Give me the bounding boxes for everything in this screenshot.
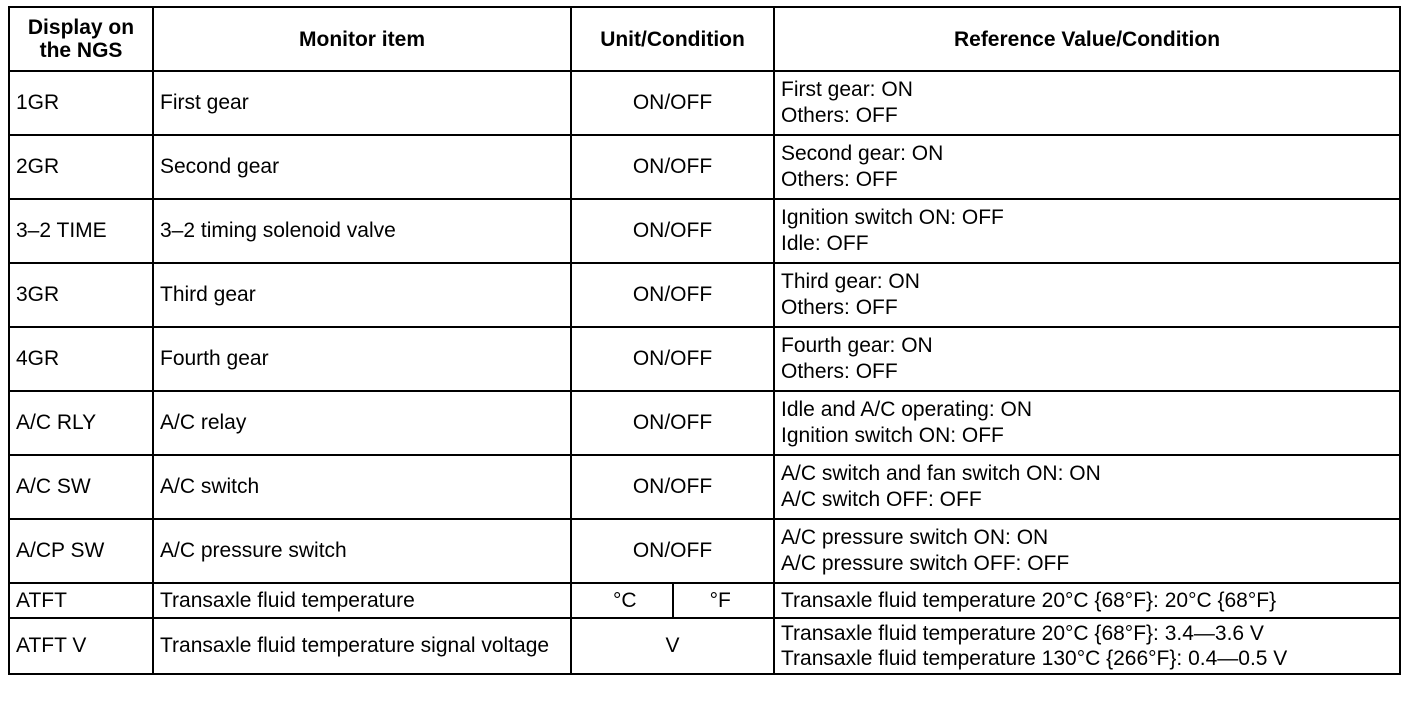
display-cell: ATFT [9,583,153,618]
monitor-item-cell: A/C pressure switch [153,519,571,583]
unit-cell: V [571,618,774,674]
reference-line: A/C pressure switch ON: ON [781,526,1049,549]
unit-cell: ON/OFF [571,199,774,263]
reference-line: Ignition switch ON: OFF [781,206,1004,229]
reference-cell [774,199,1400,263]
reference-line: Fourth gear: ON [781,334,933,357]
monitor-item-cell: Transaxle fluid temperature signal voltage [153,618,571,674]
reference-cell [774,519,1400,583]
unit-split [578,584,767,617]
reference-line: Transaxle fluid temperature 20°C {68°F}: 20°C {68°F} [781,588,1277,612]
display-cell: A/C RLY [9,391,153,455]
reference-line: Others: OFF [781,296,898,319]
monitor-item-cell: Second gear [153,135,571,199]
table-row [9,519,1400,583]
table-row [9,583,1400,618]
table-row [9,71,1400,135]
unit-fahrenheit: °F [709,588,731,612]
reference-line: Third gear: ON [781,270,920,293]
unit-cell-split [571,583,774,618]
reference-cell [774,391,1400,455]
monitor-item-cell: A/C relay [153,391,571,455]
unit-cell: ON/OFF [571,455,774,519]
reference-cell [774,71,1400,135]
table-row [9,455,1400,519]
header-reference-value: Reference Value/Condition [774,7,1400,71]
reference-line: Second gear: ON [781,142,944,165]
reference-line: A/C switch and fan switch ON: ON [781,462,1101,485]
reference-line: Idle: OFF [781,232,869,255]
display-cell: 4GR [9,327,153,391]
header-row [9,7,1400,71]
reference-cell [774,618,1400,674]
header-display: Display on the NGS [9,7,153,71]
reference-line: A/C switch OFF: OFF [781,488,982,511]
table-row [9,135,1400,199]
reference-cell [774,263,1400,327]
display-cell: 1GR [9,71,153,135]
table-row [9,618,1400,674]
reference-cell [774,455,1400,519]
reference-line: Idle and A/C operating: ON [781,398,1032,421]
display-cell: A/CP SW [9,519,153,583]
unit-celsius: °C [578,584,674,617]
table-row [9,391,1400,455]
header-monitor-item: Monitor item [153,7,571,71]
reference-line: Others: OFF [781,104,898,127]
display-cell: 2GR [9,135,153,199]
unit-cell: ON/OFF [571,519,774,583]
reference-line: Transaxle fluid temperature 20°C {68°F}: 3.4—3.6 V [781,622,1264,645]
monitor-item-table [8,6,1401,675]
table-row [9,263,1400,327]
display-cell: A/C SW [9,455,153,519]
monitor-item-cell: A/C switch [153,455,571,519]
reference-cell [774,135,1400,199]
reference-line: First gear: ON [781,78,913,101]
monitor-item-cell: 3–2 timing solenoid valve [153,199,571,263]
unit-cell: ON/OFF [571,263,774,327]
reference-line: Transaxle fluid temperature 130°C {266°F}: 0.4—0.5 V [781,647,1288,670]
table-row [9,199,1400,263]
display-cell: 3GR [9,263,153,327]
monitor-item-cell: Fourth gear [153,327,571,391]
unit-cell: ON/OFF [571,391,774,455]
reference-line: Others: OFF [781,168,898,191]
header-unit-condition: Unit/Condition [571,7,774,71]
monitor-item-cell: Transaxle fluid temperature [153,583,571,618]
reference-cell [774,327,1400,391]
table-row [9,327,1400,391]
unit-cell: ON/OFF [571,71,774,135]
monitor-item-cell: First gear [153,71,571,135]
unit-cell: ON/OFF [571,327,774,391]
reference-line: A/C pressure switch OFF: OFF [781,552,1070,575]
reference-cell [774,583,1400,618]
monitor-item-cell: Third gear [153,263,571,327]
reference-line: Ignition switch ON: OFF [781,424,1004,447]
display-cell: 3–2 TIME [9,199,153,263]
reference-line: Others: OFF [781,360,898,383]
unit-cell: ON/OFF [571,135,774,199]
display-cell: ATFT V [9,618,153,674]
